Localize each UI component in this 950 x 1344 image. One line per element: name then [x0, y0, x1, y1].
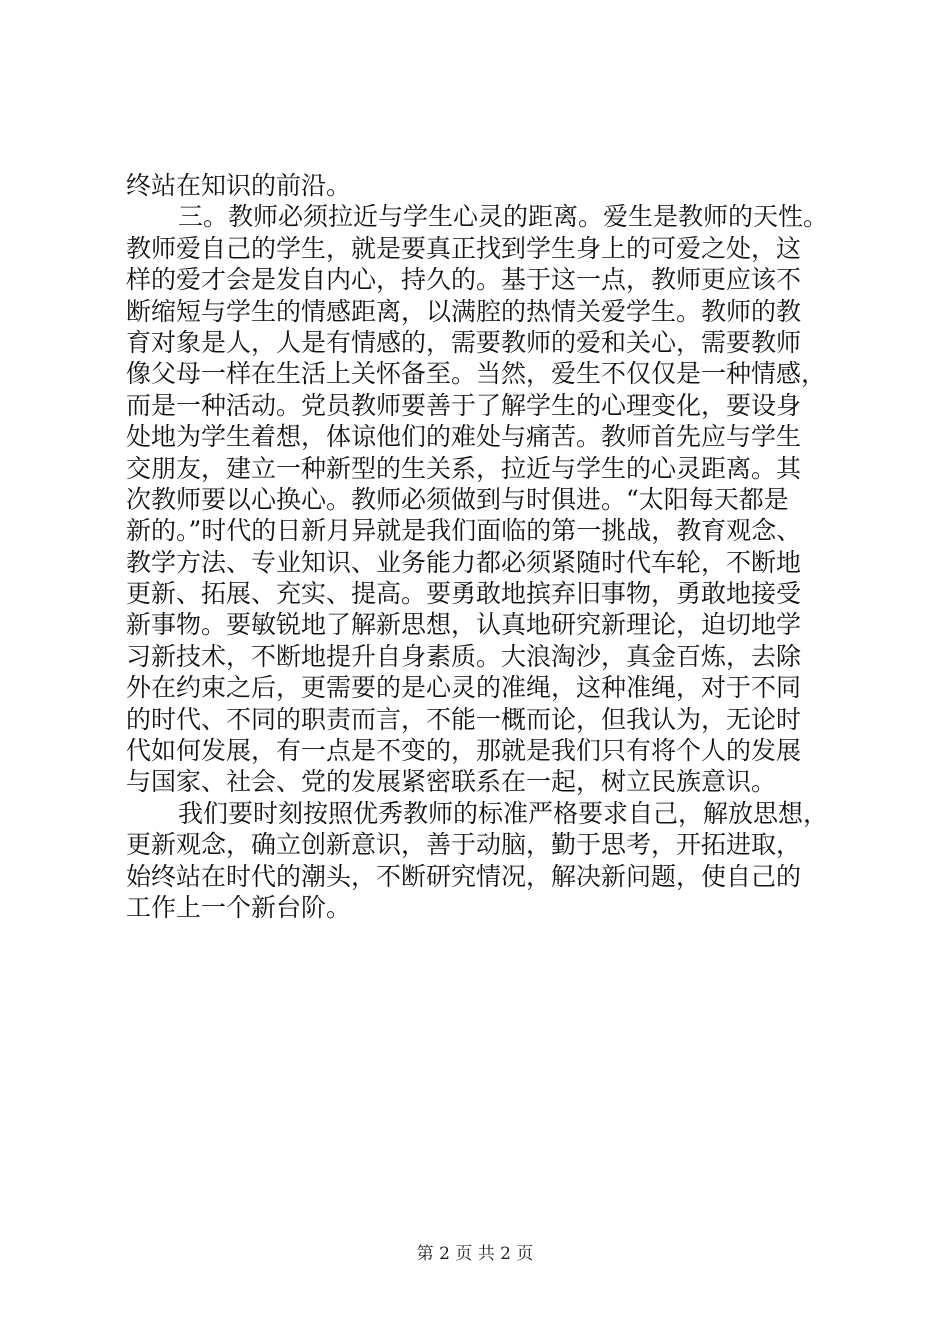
text-line: 外在约束之后，更需要的是心灵的准绳，这种准绳，对于不同 — [126, 673, 802, 703]
page-footer: 第 2 页 共 2 页 — [416, 1244, 534, 1264]
text-line: 三。教师必须拉近与学生心灵的距离。爱生是教师的天性。 — [178, 202, 829, 232]
text-line: 工作上一个新台阶。 — [126, 892, 352, 922]
text-line: 样的爱才会是发自内心，持久的。基于这一点，教师更应该不 — [126, 265, 802, 295]
text-line: 而是一种活动。党员教师要善于了解学生的心理变化，要设身 — [126, 390, 802, 420]
text-line: 代如何发展，有一点是不变的，那就是我们只有将个人的发展 — [126, 736, 802, 766]
text-line: 终站在知识的前沿。 — [126, 171, 352, 200]
text-line: 的时代、不同的职责而言，不能一概而论，但我认为，无论时 — [126, 704, 802, 734]
text-line: 教学方法、专业知识、业务能力都必须紧随时代车轮，不断地 — [126, 547, 802, 577]
text-line: 次教师要以心换心。教师必须做到与时俱进。“太阳每天都是 — [126, 484, 789, 514]
text-line: 新的。”时代的日新月异就是我们面临的第一挑战，教育观念、 — [126, 516, 802, 546]
text-line: 与国家、社会、党的发展紧密联系在一起，树立民族意识。 — [126, 767, 777, 797]
text-line: 新事物。要敏锐地了解新思想，认真地研究新理论，迫切地学 — [126, 610, 802, 640]
text-line: 习新技术，不断地提升自身素质。大浪淘沙，真金百炼，去除 — [126, 641, 802, 671]
text-line: 交朋友，建立一种新型的生关系，拉近与学生的心灵距离。其 — [126, 453, 802, 483]
text-line: 始终站在时代的潮头，不断研究情况，解决新问题，使自己的 — [126, 861, 802, 891]
text-line: 育对象是人，人是有情感的，需要教师的爱和关心，需要教师 — [126, 327, 802, 357]
text-line: 处地为学生着想，体谅他们的难处与痛苦。教师首先应与学生 — [126, 422, 802, 452]
text-line: 更新观念，确立创新意识，善于动脑，勤于思考，开拓进取， — [126, 830, 802, 860]
text-line: 像父母一样在生活上关怀备至。当然，爱生不仅仅是一种情感， — [126, 359, 827, 389]
document-body — [126, 170, 838, 923]
text-line: 断缩短与学生的情感距离，以满腔的热情关爱学生。教师的教 — [126, 296, 802, 326]
text-line: 教师爱自己的学生，就是要真正找到学生身上的可爱之处，这 — [126, 233, 802, 263]
text-line: 更新、拓展、充实、提高。要勇敢地摈弃旧事物，勇敢地接受 — [126, 579, 802, 609]
text-line: 我们要时刻按照优秀教师的标准严格要求自己，解放思想， — [178, 798, 829, 828]
